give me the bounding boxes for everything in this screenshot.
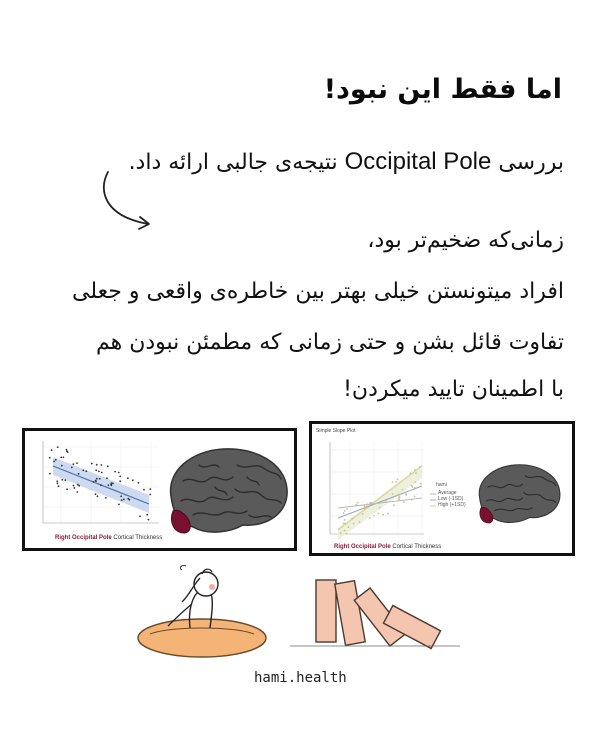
- scatter-point: [398, 494, 400, 496]
- scatter-point: [138, 482, 140, 484]
- scatter-point: [63, 457, 65, 459]
- scatter-point: [127, 498, 129, 500]
- scatter-point: [71, 467, 73, 469]
- paragraph-line-2: زمانی‌که ضخیم‌تر بود،: [367, 228, 564, 253]
- figure-right: [309, 421, 575, 556]
- scatter-point: [97, 495, 99, 497]
- scatter-point: [346, 508, 348, 510]
- scatter-point: [82, 469, 84, 471]
- scatter-point: [364, 508, 366, 510]
- scatter-point: [66, 488, 68, 490]
- scatter-point: [414, 469, 416, 471]
- scatter-point: [127, 477, 129, 479]
- scatter-point: [78, 485, 80, 487]
- scatter-point: [364, 505, 366, 507]
- scatter-plot-left: [31, 435, 163, 533]
- scatter-point: [110, 485, 112, 487]
- right-x-label: Right Occipital Pole Cortical Thickness: [334, 544, 442, 550]
- scatter-point: [101, 464, 103, 466]
- scatter-point: [96, 478, 98, 480]
- legend-title: hami: [436, 482, 447, 488]
- scatter-point: [348, 526, 350, 528]
- scatter-point: [369, 517, 371, 519]
- scatter-point: [121, 499, 123, 501]
- scatter-point: [106, 477, 108, 479]
- scatter-point: [114, 471, 116, 473]
- left-x-label: Right Occipital Pole Cortical Thickness: [55, 535, 163, 541]
- legend-item-high: High (+1SD): [438, 502, 466, 508]
- scatter-point: [139, 515, 141, 517]
- line1-post: نتیجه‌ی جالبی ارائه داد.: [128, 150, 345, 175]
- scatter-point: [49, 457, 51, 459]
- scatter-point: [55, 459, 57, 461]
- scatter-point: [61, 465, 63, 467]
- scatter-point: [49, 473, 51, 475]
- scatter-point: [112, 483, 114, 485]
- scatter-point: [148, 519, 150, 521]
- scatter-point: [344, 523, 346, 525]
- scatter-point: [53, 461, 55, 463]
- scatter-point: [57, 482, 59, 484]
- signature: hami.health: [254, 670, 347, 686]
- scatter-point: [357, 502, 359, 504]
- scatter-point: [58, 485, 60, 487]
- domino-illustration: [130, 560, 470, 670]
- scatter-point: [351, 518, 353, 520]
- scatter-point: [373, 515, 375, 517]
- scatter-point: [95, 493, 97, 495]
- scatter-point: [73, 463, 75, 465]
- scatter-point: [402, 489, 404, 491]
- scatter-point: [99, 478, 101, 480]
- scatter-point: [382, 514, 384, 516]
- scatter-point: [96, 464, 98, 466]
- scatter-point: [378, 513, 380, 515]
- scatter-point: [56, 480, 58, 482]
- scatter-point: [76, 491, 78, 493]
- scatter-point: [146, 514, 148, 516]
- legend-item-low: Low (-1SD): [438, 496, 464, 502]
- scatter-point: [61, 479, 63, 481]
- scatter-point: [387, 513, 389, 515]
- scatter-point: [397, 479, 399, 481]
- scatter-point: [76, 462, 78, 464]
- scatter-point: [149, 494, 151, 496]
- right-plot-title: Simple Slope Plot: [316, 428, 356, 434]
- heading: اما فقط این نبود!: [323, 74, 562, 105]
- scatter-point: [107, 465, 109, 467]
- scatter-point: [420, 483, 422, 485]
- scatter-point: [340, 532, 342, 534]
- line1-pre: بررسی: [491, 150, 564, 175]
- scatter-point: [411, 485, 413, 487]
- scatter-point: [353, 523, 355, 525]
- scatter-point: [95, 469, 97, 471]
- scatter-point: [93, 481, 95, 483]
- scatter-point: [356, 504, 358, 506]
- scatter-point: [411, 499, 413, 501]
- paragraph-line-5: با اطمینان تایید میکردن!: [343, 377, 564, 402]
- scatter-point: [85, 470, 87, 472]
- scatter-point: [77, 484, 79, 486]
- scatter-point: [132, 479, 134, 481]
- figure-left: [22, 428, 297, 551]
- scatter-point: [343, 512, 345, 514]
- scatter-point: [123, 499, 125, 501]
- scatter-point: [91, 463, 93, 465]
- scatter-point: [105, 497, 107, 499]
- scatter-point: [346, 533, 348, 535]
- scatter-point: [119, 480, 121, 482]
- scatter-point: [66, 449, 68, 451]
- scatter-point: [359, 521, 361, 523]
- scatter-point: [362, 513, 364, 515]
- scatter-point: [95, 480, 97, 482]
- brain-icon: [474, 458, 564, 530]
- scatter-point: [118, 504, 120, 506]
- scatter-point: [392, 493, 394, 495]
- scatter-point: [57, 446, 59, 448]
- scatter-point: [78, 473, 80, 475]
- scatter-point: [367, 503, 369, 505]
- scatter-point: [60, 457, 62, 459]
- scatter-point: [410, 473, 412, 475]
- scatter-point: [414, 487, 416, 489]
- scatter-point: [66, 450, 68, 452]
- paragraph-line-3: افراد میتونستن خیلی بهتر بین خاطره‌ی واقعی و جعلی: [72, 279, 564, 304]
- scatter-point: [344, 510, 346, 512]
- scatter-point: [73, 487, 75, 489]
- scatter-point: [64, 479, 66, 481]
- scatter-point: [414, 481, 416, 483]
- scatter-point: [73, 485, 75, 487]
- brain-icon: [163, 441, 293, 541]
- scatter-point: [366, 506, 368, 508]
- legend-item-average: Average: [438, 490, 457, 496]
- scatter-point: [344, 519, 346, 521]
- scatter-point: [51, 449, 53, 451]
- scatter-point: [415, 472, 417, 474]
- line1-latin: Occipital Pole: [344, 148, 492, 175]
- curved-arrow-icon: [96, 168, 166, 238]
- scatter-point: [149, 488, 151, 490]
- scatter-point: [369, 502, 371, 504]
- scatter-point: [120, 495, 122, 497]
- scatter-point: [393, 504, 395, 506]
- scatter-point: [403, 501, 405, 503]
- scatter-point: [395, 481, 397, 483]
- scatter-point: [119, 476, 121, 478]
- scatter-point: [414, 496, 416, 498]
- scatter-point: [344, 530, 346, 532]
- scatter-point: [101, 472, 103, 474]
- paragraph-line-4: تفاوت قائل بشن و حتی زمانی که مطمئن نبودن هم: [95, 330, 564, 355]
- scatter-point: [392, 481, 394, 483]
- scatter-point: [143, 489, 145, 491]
- scatter-point: [108, 484, 110, 486]
- scatter-point: [419, 466, 421, 468]
- scatter-point: [118, 472, 120, 474]
- scatter-point: [100, 484, 102, 486]
- scatter-point: [98, 471, 100, 473]
- scatter-point: [405, 493, 407, 495]
- scatter-point: [385, 500, 387, 502]
- scatter-point: [398, 499, 400, 501]
- scatter-point: [379, 507, 381, 509]
